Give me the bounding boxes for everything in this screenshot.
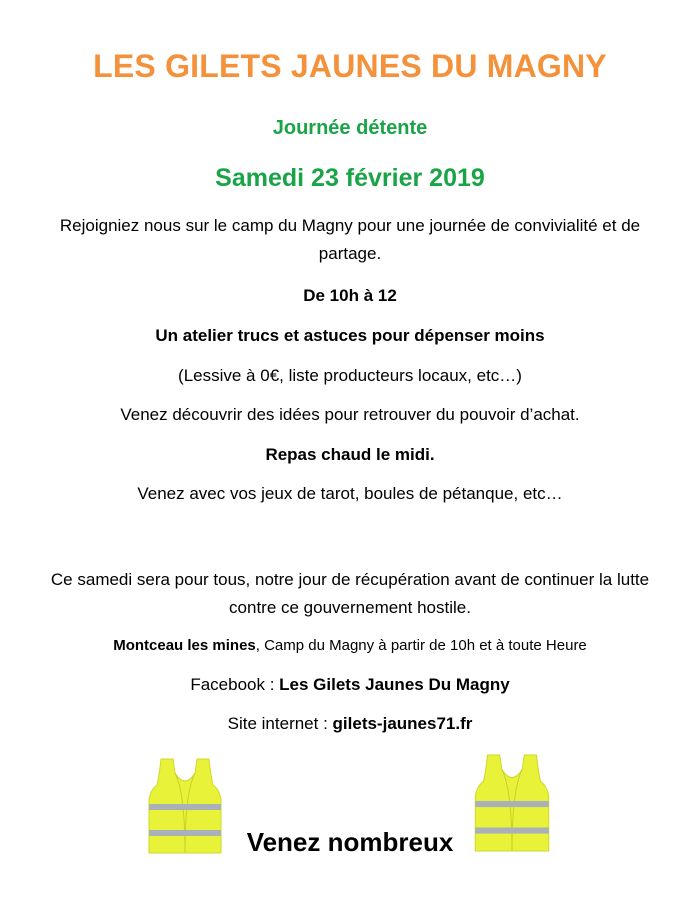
meal-info: Repas chaud le midi.	[265, 445, 435, 464]
location-city: Montceau les mines	[113, 637, 256, 654]
flyer-title: LES GILETS JAUNES DU MAGNY	[93, 48, 607, 84]
closing-paragraph: Ce samedi sera pour tous, notre jour de récupération avant de continuer la lutte contre ce gouvernement hostile.	[50, 570, 650, 617]
website-line	[30, 714, 670, 734]
facebook-label: Facebook :	[190, 675, 280, 694]
games-info: Venez avec vos jeux de tarot, boules de pétanque, etc…	[137, 484, 563, 503]
intro-paragraph: Rejoigniez nous sur le camp du Magny pour une journée de convivialité et de partage.	[59, 216, 641, 263]
event-subtitle: Journée détente	[272, 117, 428, 139]
workshop-details: (Lessive à 0€, liste producteurs locaux, etc…)	[178, 366, 522, 385]
location-details: , Camp du Magny à partir de 10h et à toute Heure	[255, 637, 587, 654]
website-label: Site internet :	[227, 714, 333, 733]
workshop-title: Un atelier trucs et astuces pour dépenser moins	[155, 326, 545, 345]
event-date: Samedi 23 février 2019	[215, 164, 485, 192]
website-url: gilets-jaunes71.fr	[332, 714, 473, 733]
facebook-line	[30, 675, 670, 695]
facebook-name: Les Gilets Jaunes Du Magny	[279, 675, 510, 694]
event-hours: De 10h à 12	[303, 286, 397, 305]
workshop-goal: Venez découvrir des idées pour retrouver du pouvoir d’achat.	[120, 405, 580, 424]
location-line	[30, 637, 670, 654]
call-to-action: Venez nombreux	[246, 827, 454, 857]
